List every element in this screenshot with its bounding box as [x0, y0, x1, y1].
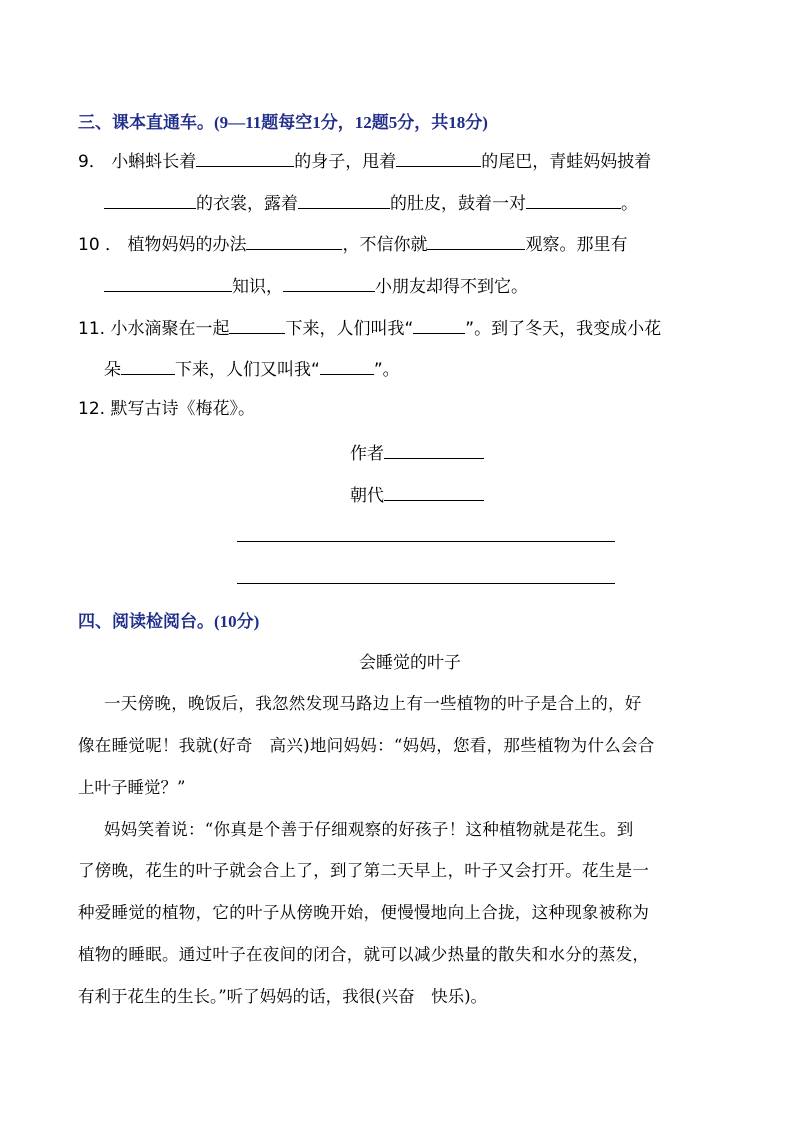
author-line [350, 441, 484, 464]
answer-blank[interactable] [283, 274, 375, 292]
answer-blank[interactable] [396, 149, 481, 167]
question-9-text: 的衣裳，露着 [196, 194, 298, 214]
question-11-text: 小水滴聚在一起 [110, 319, 230, 339]
dynasty-blank[interactable] [384, 483, 484, 501]
section-4-title: 四、阅读检阅台。 [78, 612, 214, 631]
poem-line-2[interactable] [237, 583, 615, 584]
question-10-line-1 [78, 232, 627, 255]
question-9-text: 。 [621, 194, 638, 214]
answer-blank[interactable] [298, 191, 390, 209]
question-10-text: ，不信你就 [342, 235, 428, 255]
passage-line: 植物的睡眠。通过叶子在夜间的闭合，就可以减少热量的散失和水分的蒸发， [78, 945, 650, 964]
answer-blank[interactable] [196, 149, 294, 167]
question-10-text: 知识， [232, 277, 283, 297]
question-10-text: 植物妈妈的办法 [127, 235, 247, 255]
answer-blank[interactable] [246, 232, 342, 250]
author-label: 作者 [350, 444, 384, 464]
passage-title: 会睡觉的叶子 [359, 653, 461, 673]
question-9-text: 的肚皮，鼓着一对 [390, 194, 526, 214]
author-blank[interactable] [384, 441, 484, 459]
question-9-text: 小蝌蚪长着 [111, 152, 197, 172]
question-12-text: 默写古诗《梅花》。 [110, 399, 255, 419]
question-9-number: 9． [78, 152, 106, 172]
question-12-line [78, 399, 255, 419]
question-10-text: 小朋友却得不到它。 [375, 277, 528, 297]
passage-line: 种爱睡觉的植物，它的叶子从傍晚开始，便慢慢地向上合拢，这种现象被称为 [78, 903, 650, 922]
answer-blank[interactable] [413, 316, 465, 334]
section-4-heading [78, 607, 259, 632]
answer-blank[interactable] [427, 232, 525, 250]
question-10-text: 观察。那里有 [525, 235, 628, 255]
question-10-number: 10 ． [78, 235, 123, 255]
dynasty-line [350, 483, 484, 506]
passage-line: 有利于花生的生长。”听了妈妈的话，我很(兴奋 快乐)。 [78, 987, 488, 1006]
dynasty-label: 朝代 [350, 486, 384, 506]
question-11-text: 下来，人们又叫我“ [175, 360, 320, 380]
question-10-line-2 [104, 274, 528, 297]
section-3-heading [78, 108, 488, 133]
question-11-line-1 [78, 316, 661, 339]
question-11-text: 下来，人们叫我“ [285, 319, 414, 339]
section-3-title: 三、课本直通车。 [78, 113, 214, 132]
question-11-line-2 [104, 357, 400, 380]
question-11-text: ”。到了冬天，我变成小花 [465, 319, 662, 339]
passage-line: 妈妈笑着说：“你真是个善于仔细观察的好孩子！这种植物就是花生。到 [104, 820, 634, 839]
question-11-number: 11. [78, 319, 106, 339]
section-3-score: (9—11题每空1分，12题5分，共18分) [214, 113, 488, 132]
poem-line-1[interactable] [237, 541, 615, 542]
passage-line: 像在睡觉呢！我就(好奇 高兴)地问妈妈：“妈妈，您看，那些植物为什么会合 [78, 736, 655, 755]
question-9-text: 的身子，甩着 [294, 152, 397, 172]
question-9-text: 的尾巴，青蛙妈妈披着 [481, 152, 652, 172]
question-11-text: 朵 [104, 360, 121, 380]
answer-blank[interactable] [320, 357, 374, 375]
answer-blank[interactable] [121, 357, 175, 375]
answer-blank[interactable] [229, 316, 285, 334]
passage-line: 上叶子睡觉？” [78, 778, 186, 797]
question-9-line-1 [78, 149, 651, 172]
answer-blank[interactable] [104, 274, 232, 292]
answer-blank[interactable] [526, 191, 621, 209]
question-9-line-2 [104, 191, 638, 214]
question-12-number: 12. [78, 399, 106, 419]
question-11-text: ”。 [373, 360, 400, 380]
passage-line: 了傍晚，花生的叶子就会合上了，到了第二天早上，叶子又会打开。花生是一 [78, 861, 650, 880]
passage-line: 一天傍晚，晚饭后，我忽然发现马路边上有一些植物的叶子是合上的，好 [104, 694, 642, 713]
section-4-score: (10分) [214, 612, 260, 631]
answer-blank[interactable] [104, 191, 196, 209]
